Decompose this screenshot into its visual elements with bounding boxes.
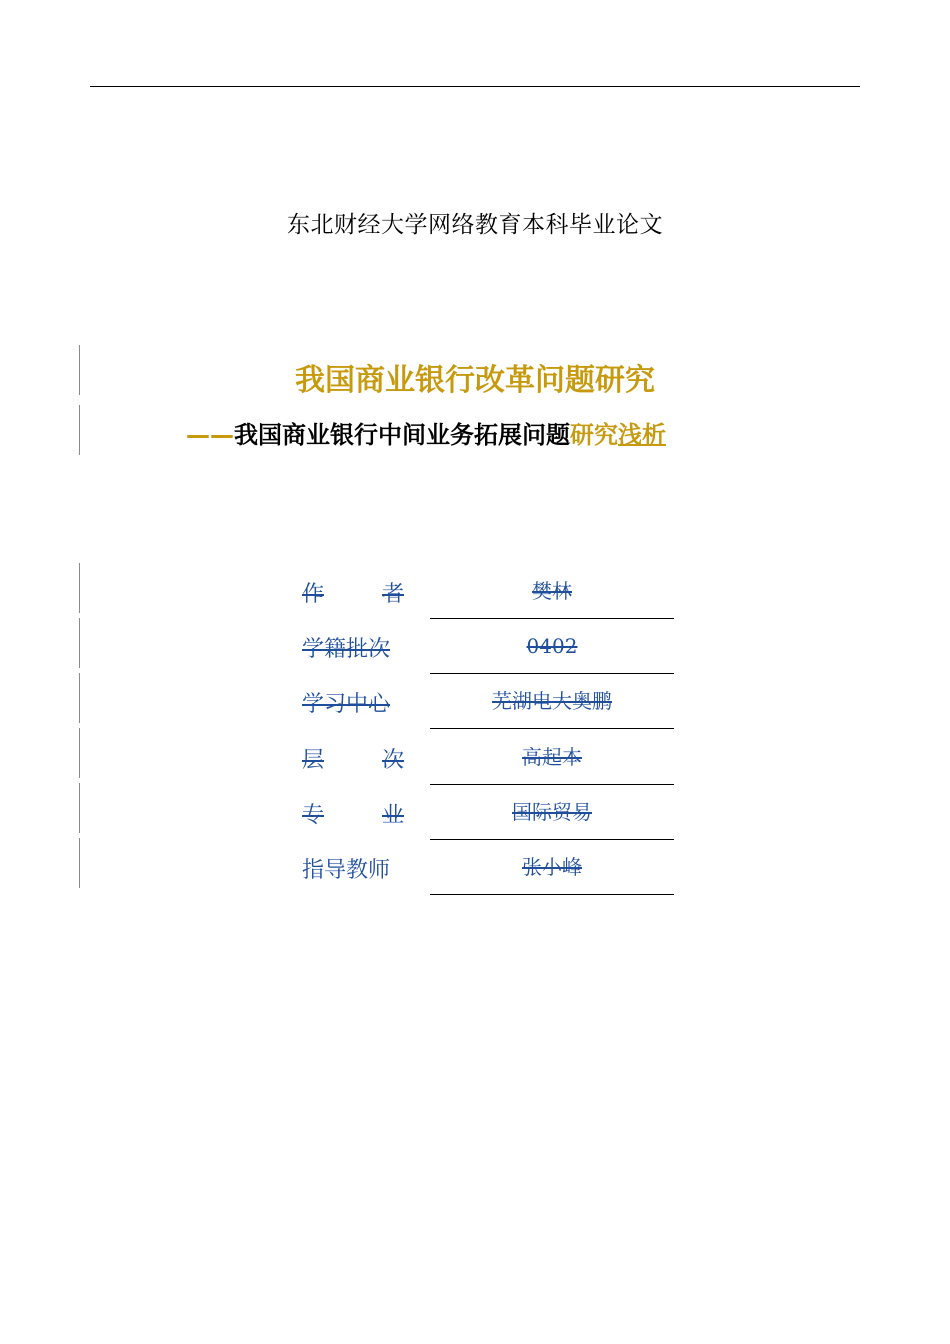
author-label: 作 者 [302, 582, 404, 607]
author-value: 樊林 [430, 565, 674, 619]
info-row-center [302, 675, 674, 730]
revision-change-bar [79, 673, 80, 723]
study-center-value: 芜湖电大奥鹏 [430, 675, 674, 729]
advisor-label: 指导教师 [302, 857, 391, 883]
info-row-author [302, 565, 674, 620]
revision-change-bar [79, 405, 80, 455]
revision-change-bar [79, 783, 80, 833]
level-value: 高起本 [430, 731, 674, 785]
info-row-level [302, 731, 674, 786]
subtitle-inserted-text: 研究 [570, 421, 618, 449]
info-row-advisor [302, 841, 674, 896]
header-rule [90, 86, 860, 87]
batch-label: 学籍批次 [302, 637, 391, 663]
major-label: 专 业 [302, 802, 404, 828]
level-label: 层 次 [302, 747, 404, 773]
revision-change-bar [79, 728, 80, 778]
info-row-major [302, 786, 674, 841]
university-title: 东北财经大学网络教育本科毕业论文 [287, 212, 663, 238]
thesis-subtitle [186, 415, 666, 450]
info-row-batch [302, 620, 674, 675]
batch-value: 0402 [430, 620, 674, 674]
revision-change-bar [79, 563, 80, 613]
thesis-main-title: 我国商业银行改革问题研究 [295, 363, 655, 398]
revision-change-bar [79, 838, 80, 888]
study-center-label: 学习中心 [302, 692, 391, 718]
advisor-value: 张小峰 [430, 841, 674, 895]
major-value: 国际贸易 [430, 786, 674, 840]
revision-change-bar [79, 618, 80, 668]
subtitle-text: 我国商业银行中间业务拓展问题 [234, 421, 570, 449]
subtitle-dash: —— [186, 421, 234, 449]
subtitle-inserted-underlined-text: 浅析 [618, 421, 666, 449]
author-info-table [302, 565, 674, 896]
